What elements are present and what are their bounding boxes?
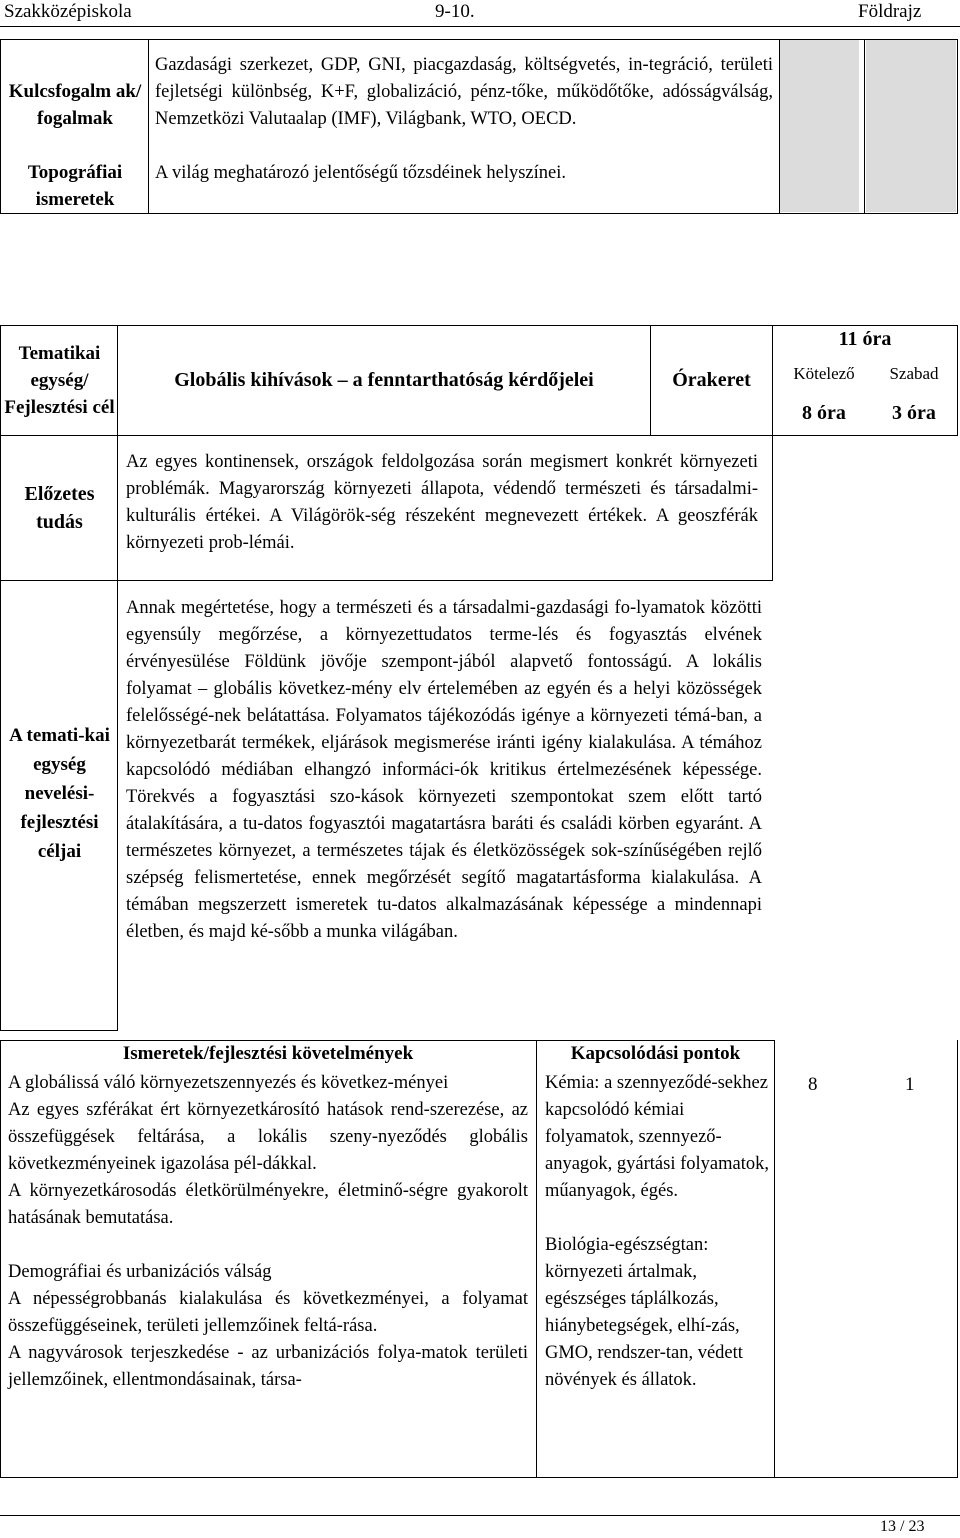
- requirement-item: Az egyes szférákat ért környezetkárosító hatások rend-szerezése, az összefüggések feltárása, a lokális szeny-nyeződés globális következményeinek igazolása pél-dákkal.: [8, 1100, 528, 1174]
- requirements-list: [8, 1070, 528, 1394]
- prior-knowledge-label: Előzetes tudás: [24, 483, 95, 533]
- footer-rule: [0, 1515, 960, 1516]
- requirement-item: A környezetkárosodás életkörülményekre, életminő-ségre gyakorolt hatásának bemutatása.: [8, 1181, 528, 1228]
- links-list: [545, 1070, 769, 1394]
- key-concepts-label: Kulcsfogalm ak/ fogalmak: [8, 81, 142, 129]
- unit-title: Globális kihívások – a fenntarthatóság kérdőjelei: [174, 369, 594, 391]
- mandatory-label: Kötelező: [793, 364, 855, 383]
- requirement-heading: Demográfiai és urbanizációs válság: [8, 1262, 272, 1282]
- link-item-biology: Biológia-egészségtan: környezeti ártalmak, egészséges táplálkozás, hiánybetegségek, elhí-zás, GMO, rendszer-tan, védett növények és állatok.: [545, 1235, 743, 1390]
- header-grade: 9-10.: [435, 1, 475, 22]
- free-label: Szabad: [889, 364, 939, 383]
- header-school: Szakközépiskola: [4, 1, 132, 22]
- key-concepts-text: Gazdasági szerkezet, GDP, GNI, piacgazdaság, költségvetés, in-tegráció, területi fejletségi különbség, K+F, globalizáció, pénz-tőke, működőtőke, adósságválság, Nemzetközi Valutaalap (IMF), Világbank, WTO, OECD.: [155, 55, 773, 129]
- mandatory-hours: 8 óra: [802, 402, 846, 424]
- requirement-item: A globálissá váló környezetszennyezés és következ-ményei: [8, 1073, 449, 1093]
- goals-label: A temati-kai egység nevelési-fejlesztési céljai: [9, 724, 110, 862]
- link-item-chemistry: Kémia: a szennyeződé-sekhez kapcsolódó kémiai folyamatok, szennyező-anyagok, gyártási folyamatok, műanyagok, égés.: [545, 1073, 769, 1201]
- topography-text: A világ meghatározó jelentőségű tőzsdéinek helyszínei.: [155, 163, 566, 183]
- hours-total: 11 óra: [838, 328, 892, 350]
- requirement-item: A nagyvárosok terjeszkedése - az urbanizációs folya-matok területi jellemzőinek, ellentmondásainak, társa-: [8, 1343, 528, 1390]
- free-value: 1: [905, 1074, 915, 1095]
- requirements-header: Ismeretek/fejlesztési követelmények: [122, 1043, 414, 1064]
- topography-label: Topográfiai ismeretek: [27, 162, 123, 210]
- unit-label: Tematikai egység/ Fejlesztési cél: [4, 343, 115, 418]
- goals-text: Annak megértetése, hogy a természeti és a társadalmi-gazdasági fo-lyamatok közötti egyensúly megőrzése, a környezettudatos terme-lés és fogyasztás elvének érvényesülése Földünk jövője szempont-jából alapvető fontosságú. A lokális folyamat – globális következ-mény elv értelemében az egyén és a helyi közösségek felelősségé-nek belátattása. Folyamatos tájékozódás igénye a környezeti témá-ban, a környezetbarát termékek, eljárások megismerése iránti igény kialakulása. A témához kapcsolódó médiában elhangzó informáci-ók kritikus értelmezésének képessége. Törekvés a fogyasztási szo-kások környezeti szempontokat szem előtt tartó átalakítására, a tu-datos fogyasztói magatartásra baráti és családi körben egyaránt. A természetes környezet, a természetes tájak és életközösségek sok-színűségében rejlő szépség felismertetése, ennek megőrzését segítő magatartásforma kialakulása. A témában megszerzett ismeretek tu-datos alkalmazásának képessége a mindennapi életben, és majd ké-sőbb a munka világában.: [126, 598, 762, 942]
- free-hours: 3 óra: [892, 402, 936, 424]
- page-number: 13 / 23: [880, 1518, 925, 1535]
- requirement-item: A népességrobbanás kialakulása és következményei, a folyamat összefüggéseinek, területi jellemzőinek feltá-rása.: [8, 1289, 528, 1336]
- links-header: Kapcsolódási pontok: [570, 1043, 741, 1064]
- prior-knowledge-text: Az egyes kontinensek, országok feldolgozása során megismert konkrét környezeti problémák. Magyarország környezeti állapota, védendő természeti és társadalmi-kulturális értékei. A Világörök-ség részeként megnevezett értékek. A geoszférák környezeti prob-lémái.: [126, 452, 758, 553]
- mandatory-value: 8: [808, 1074, 818, 1095]
- header-subject: Földrajz: [858, 1, 922, 22]
- hours-label: Órakeret: [672, 369, 751, 391]
